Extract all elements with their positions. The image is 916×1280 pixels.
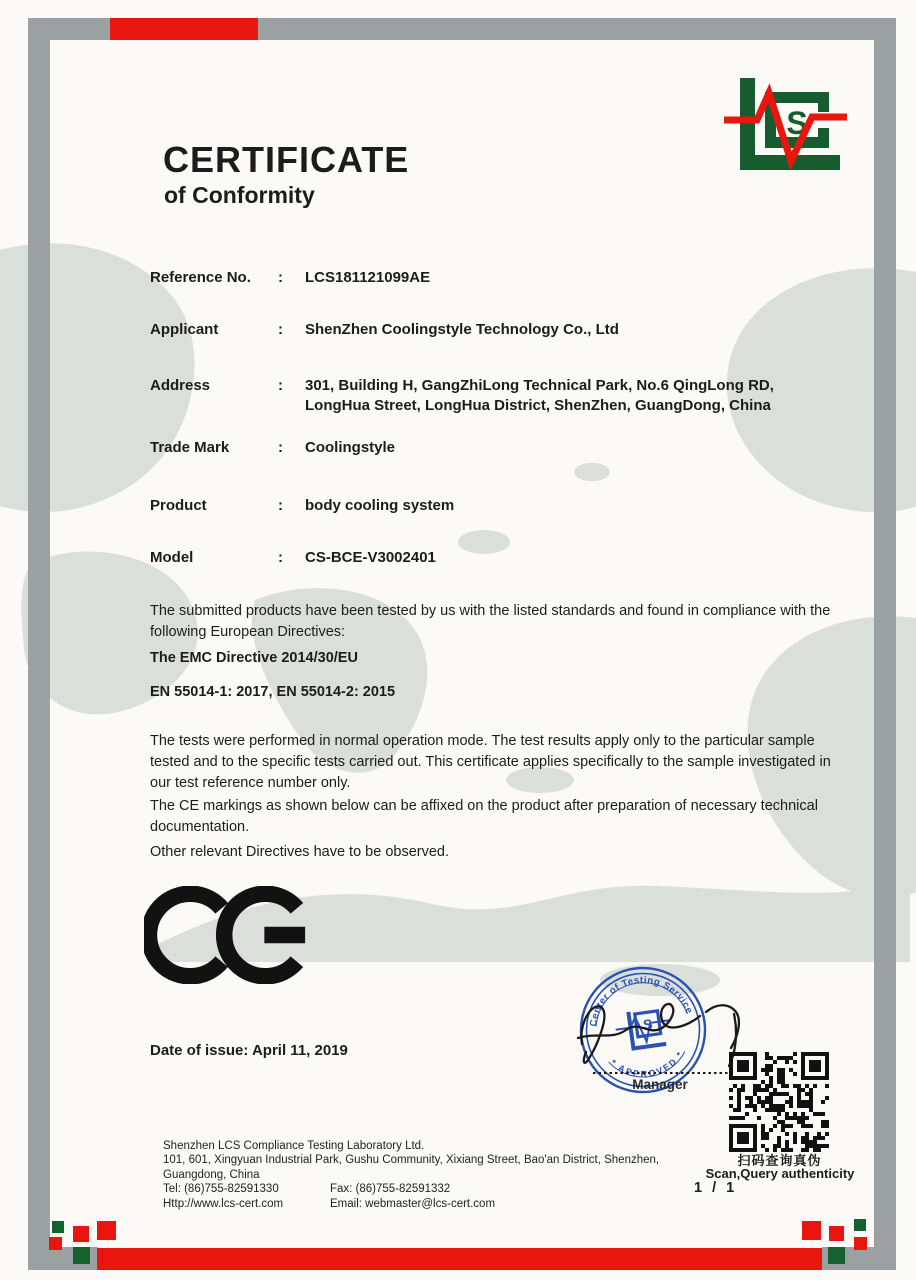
- qr-caption-zh: 扫码查询真伪: [737, 1153, 822, 1168]
- field-label: Model: [150, 549, 194, 566]
- ce-markings-paragraph: The CE markings as shown below can be affixed on the product after preparation of necessary technical documentation.: [150, 798, 818, 835]
- ce-mark-icon: [144, 886, 309, 984]
- field-label: Address: [150, 377, 211, 394]
- footer-address1: 101, 601, Xingyuan Industrial Park, Gushu Community, Xixiang Street, Bao'an District, Shenzhen,: [163, 1154, 660, 1167]
- stamp-logo-letter: S: [642, 1015, 654, 1033]
- field-colon: :: [278, 269, 283, 286]
- tests-paragraph: The tests were performed in normal operation mode. The test results apply only to the particular sample tested and to the specific tests carried out. This certificate applies specifically to the sample investigated in our test reference number only.: [150, 733, 831, 791]
- footer-company: Shenzhen LCS Compliance Testing Laboratory Ltd.: [163, 1140, 425, 1152]
- field-colon: :: [278, 377, 283, 394]
- page-subtitle: of Conformity: [164, 182, 315, 208]
- field-label: Reference No.: [150, 269, 251, 286]
- qr-code: [729, 1052, 829, 1152]
- field-colon: :: [278, 497, 283, 514]
- stamp-ring-bottom-text: * APPROVED *: [608, 1050, 685, 1080]
- field-colon: :: [278, 439, 283, 456]
- field-value: body cooling system: [305, 497, 455, 514]
- field-value: Coolingstyle: [305, 439, 396, 456]
- footer-tel: Tel: (86)755-82591330: [163, 1183, 279, 1196]
- footer-fax: Fax: (86)755-82591332: [330, 1183, 451, 1196]
- page-title: CERTIFICATE: [163, 139, 410, 180]
- footer-block: [163, 1139, 659, 1211]
- emc-directive: The EMC Directive 2014/30/EU: [150, 650, 358, 666]
- qr-caption-en: Scan,Query authenticity: [705, 1166, 855, 1181]
- qr-code-icon: [729, 1052, 829, 1152]
- lcs-logo-letter: S: [786, 105, 808, 141]
- compliance-intro: The submitted products have been tested by us with the listed standards and found in compliance with the following European Directives:: [150, 603, 831, 640]
- ce-mark: [144, 886, 309, 984]
- field-value: CS-BCE-V3002401: [305, 549, 436, 566]
- field-value: LCS181121099AE: [305, 269, 431, 286]
- lcs-logo-icon: [710, 72, 850, 180]
- signer-title: Manager: [632, 1077, 688, 1092]
- field-label: Applicant: [150, 321, 219, 338]
- field-label: Product: [150, 497, 207, 514]
- footer-web: Http://www.lcs-cert.com: [163, 1197, 284, 1210]
- footer-email: Email: webmaster@lcs-cert.com: [330, 1197, 496, 1210]
- other-directives-paragraph: Other relevant Directives have to be observed.: [150, 844, 450, 860]
- field-value: 301, Building H, GangZhiLong Technical Park, No.6 QingLong RD, LongHua Street, LongHua District, ShenZhen, GuangDong, China: [305, 377, 774, 414]
- footer-address2: Guangdong, China: [163, 1168, 260, 1181]
- date-of-issue: Date of issue: April 11, 2019: [150, 1042, 348, 1059]
- field-colon: :: [278, 549, 283, 566]
- svg-text:Center of Testing Service: [582, 968, 695, 1029]
- field-value: ShenZhen Coolingstyle Technology Co., Ltd: [305, 321, 619, 338]
- page-number: 1 / 1: [694, 1180, 738, 1196]
- field-label: Trade Mark: [150, 439, 230, 456]
- stamp-ring-top-text: Center of Testing Service: [588, 974, 695, 1028]
- standards-line: EN 55014-1: 2017, EN 55014-2: 2015: [150, 684, 396, 700]
- field-colon: :: [278, 321, 283, 338]
